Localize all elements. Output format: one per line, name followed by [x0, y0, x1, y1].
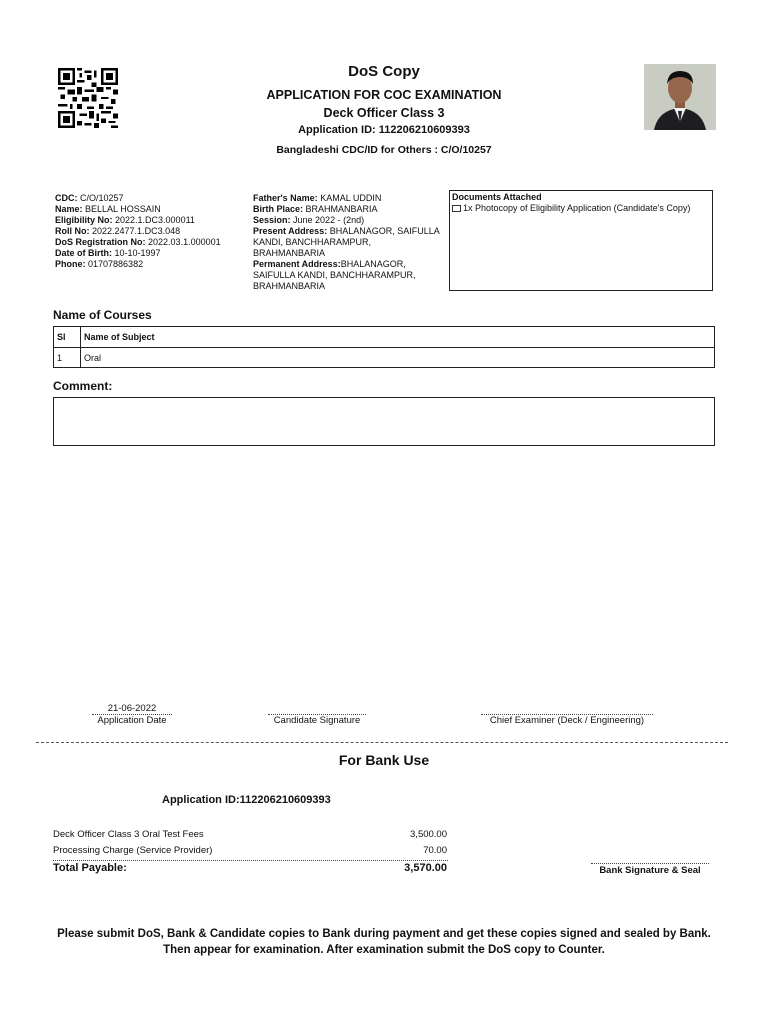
class-name: Deck Officer Class 3 [323, 106, 445, 120]
table-row [54, 348, 715, 368]
eligibility-field: Eligibility No: 2022.1.DC3.000011 [55, 215, 195, 225]
document-title: DoS Copy [348, 63, 420, 80]
cdc-field: CDC: C/O/10257 [55, 193, 124, 203]
permanent-address-field: Permanent Address:BHALANAGOR, SAIFULLA KANDI, BANCHHARAMPUR, BRAHMANBARIA [253, 259, 416, 291]
personal-info [253, 193, 443, 292]
dos-registration-field: DoS Registration No: 2022.03.1.000001 [55, 237, 221, 247]
candidate-signature-label: Candidate Signature [268, 714, 366, 726]
sl-header: Sl [54, 327, 81, 348]
row-sl: 1 [54, 348, 81, 368]
document-item: 1x Photocopy of Eligibility Application (Candidate's Copy) [452, 203, 710, 214]
cdc-line: Bangladeshi CDC/ID for Others : C/O/10257 [276, 144, 492, 156]
total-amount: 3,570.00 [404, 862, 447, 874]
courses-heading: Name of Courses [53, 308, 152, 322]
comment-box [53, 397, 715, 446]
chief-examiner-label: Chief Examiner (Deck / Engineering) [481, 714, 653, 726]
application-heading: APPLICATION FOR COC EXAMINATION [266, 88, 502, 102]
present-address-field: Present Address: BHALANAGOR, SAIFULLA KANDI, BANCHHARAMPUR, BRAHMANBARIA [253, 226, 440, 258]
documents-heading: Documents Attached [452, 192, 542, 202]
subject-header: Name of Subject [81, 327, 715, 348]
roll-field: Roll No: 2022.2477.1.DC3.048 [55, 226, 181, 236]
fee-label: Deck Officer Class 3 Oral Test Fees [53, 829, 204, 840]
total-label: Total Payable: [53, 862, 127, 874]
total-divider [53, 860, 448, 861]
name-field: Name: BELLAL HOSSAIN [55, 204, 161, 214]
table-header-row [54, 327, 715, 348]
processing-charge-label: Processing Charge (Service Provider) [53, 845, 213, 856]
document-icon [452, 205, 461, 212]
application-date: 21-06-2022 [107, 703, 157, 714]
fee-amount: 3,500.00 [410, 829, 447, 840]
processing-charge-amount: 70.00 [423, 845, 447, 856]
bank-use-title: For Bank Use [338, 752, 430, 768]
session-field: Session: June 2022 - (2nd) [253, 215, 365, 225]
bank-signature-label: Bank Signature & Seal [591, 863, 709, 876]
birth-place-field: Birth Place: BRAHMANBARIA [253, 204, 378, 214]
payment-notice: Please submit DoS, Bank & Candidate copies to Bank during payment and get these copies signed and sealed by Bank. Then appear for examination. After examination submit the DoS copy to Counter. [57, 928, 711, 956]
cut-line [36, 742, 728, 743]
courses-table [53, 326, 715, 368]
documents-attached-box [449, 190, 713, 291]
phone-field: Phone: 01707886382 [55, 259, 144, 269]
bank-application-id: Application ID:112206210609393 [162, 794, 331, 806]
dob-field: Date of Birth: 10-10-1997 [55, 248, 161, 258]
row-subject: Oral [81, 348, 715, 368]
application-date-label: Application Date [92, 714, 172, 726]
candidate-info [55, 193, 250, 270]
application-id: Application ID: 112206210609393 [298, 124, 470, 136]
comment-heading: Comment: [53, 379, 113, 393]
father-name-field: Father's Name: KAMAL UDDIN [253, 193, 382, 203]
